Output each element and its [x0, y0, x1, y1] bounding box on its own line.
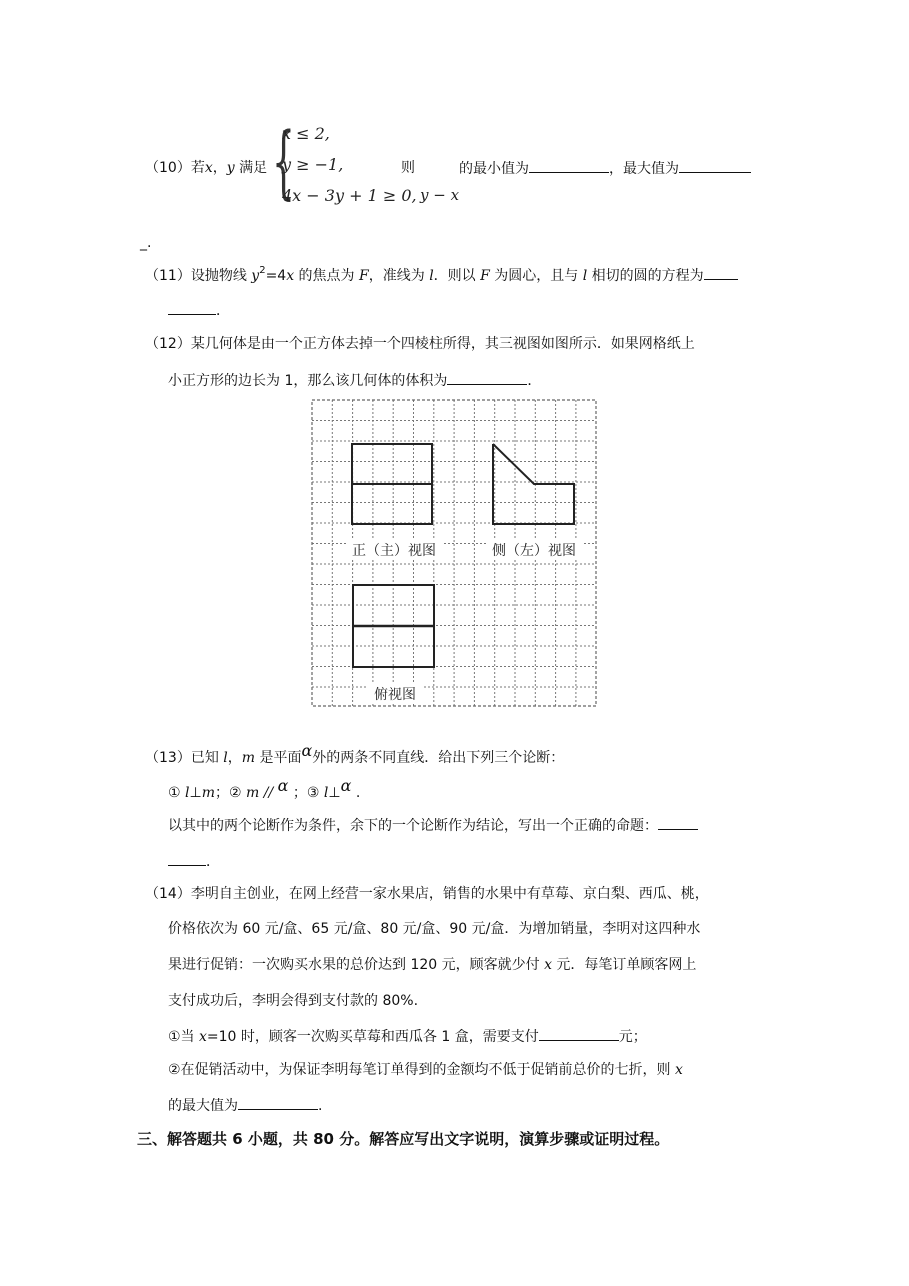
var-m: m	[246, 785, 260, 801]
stmt-end: .	[351, 785, 361, 801]
q10-text	[145, 158, 267, 178]
var-x: x	[204, 160, 213, 176]
var-l: l	[323, 785, 329, 801]
plane-alpha: α	[340, 776, 352, 795]
q13-c: 是平面	[255, 750, 302, 766]
q14-line6a: ②在促销活动中，为保证李明每笔订单得到的金额均不低于促销前总价的七折，则	[168, 1062, 675, 1078]
q13-b: ，	[227, 750, 242, 766]
exponent: 2	[259, 265, 266, 276]
var-x: x	[286, 268, 295, 284]
q14-line5c: 元；	[618, 1029, 647, 1045]
q11-e: ．则以	[433, 268, 481, 284]
plane-alpha: α	[301, 741, 313, 760]
q10-ze: 则	[401, 160, 415, 176]
q11-a: （11）设抛物线	[145, 268, 252, 284]
answer-blank-q13a[interactable]	[658, 815, 698, 830]
answer-blank-q14b[interactable]	[238, 1095, 318, 1110]
answer-blank-q12[interactable]	[447, 370, 527, 385]
q14-line1: （14）李明自主创业，在网上经营一家水果店，销售的水果中有草莓、京白梨、西瓜、桃，	[145, 886, 709, 902]
var-y: y	[251, 268, 260, 284]
q14-line2: 价格依次为 60 元/盒、65 元/盒、80 元/盒、90 元/盒．为增加销量，李明对这四种水	[168, 921, 701, 937]
perp-symbol: ⊥	[189, 785, 202, 801]
side-view-label: 侧（左）视图	[492, 543, 576, 559]
q14-line3b: 元．每笔订单顾客网上	[551, 957, 697, 973]
q11-b: =4	[265, 268, 287, 284]
q14-line5b: =10 时，顾客一次购买草莓和西瓜各 1 盒，需要支付	[206, 1029, 539, 1045]
answer-blank-q11a[interactable]	[704, 265, 738, 280]
q13-line4	[168, 851, 220, 872]
constraint-1: x ≤ 2,	[282, 124, 330, 143]
q13-d: 外的两条不同直线．给出下列三个论断：	[312, 750, 565, 766]
q13-a: （13）已知	[145, 750, 224, 766]
q14-line7a: 的最大值为	[168, 1098, 238, 1114]
three-view-figure	[310, 398, 600, 710]
q14-line4: 支付成功后，李明会得到支付款的 80%.	[168, 993, 419, 1009]
q14-line7	[168, 1095, 322, 1116]
q11-c: 的焦点为	[294, 268, 360, 284]
front-view	[352, 444, 432, 524]
q13-line3-text: 以其中的两个论断作为条件，余下的一个论断作为结论，写出一个正确的命题：	[168, 818, 658, 834]
var-y: y	[226, 160, 235, 176]
answer-blank-max[interactable]	[679, 158, 751, 173]
q14-line5	[168, 1026, 647, 1047]
stmt2-num: ；②	[214, 785, 246, 801]
system-brace: {	[271, 115, 295, 208]
q14-line7b: .	[318, 1098, 323, 1114]
var-l: l	[582, 268, 588, 284]
q11-line2	[168, 300, 230, 321]
q10-prefix: （10）若	[145, 160, 205, 176]
q13-statements	[168, 776, 361, 803]
q13-line1	[145, 741, 565, 768]
constraint-2: y ≥ −1,	[282, 155, 344, 174]
stmt3-num: ；③	[288, 785, 324, 801]
q13-line3	[168, 815, 698, 836]
side-view	[493, 444, 574, 524]
var-l: l	[223, 750, 228, 766]
q11-d: ，准线为	[368, 268, 430, 284]
perp-symbol: ⊥	[328, 785, 341, 801]
q10-minmax	[459, 158, 751, 179]
constraint-3: 4x − 3y + 1 ≥ 0,	[282, 186, 417, 205]
q12-line1: （12）某几何体是由一个正方体去掉一个四棱柱所得，其三视图如图所示．如果网格纸上	[145, 336, 695, 352]
q10-max-text: ，最大值为	[609, 161, 679, 177]
var-x: x	[544, 957, 552, 973]
q14-line5a: ①当	[168, 1029, 200, 1045]
q10-tail: _.	[140, 235, 152, 251]
q14-line3a: 果进行促销：一次购买水果的总价达到 120 元，顾客就少付	[168, 957, 545, 973]
section-heading: 三、解答题共 6 小题，共 80 分。解答应写出文字说明，演算步骤或证明过程。	[137, 1130, 670, 1148]
answer-blank-q13b[interactable]	[168, 851, 206, 866]
var-m: m	[241, 750, 256, 766]
var-F: F	[359, 268, 369, 284]
q13-end: ．	[206, 854, 220, 870]
q10-satisfy: 满足	[234, 160, 268, 176]
q11-line1	[145, 265, 738, 288]
plane-alpha: α	[277, 776, 289, 795]
q12-line2	[168, 370, 541, 391]
q12-end: ．	[527, 373, 542, 389]
stmt1-num: ①	[168, 785, 186, 801]
parallel-symbol: //	[259, 785, 278, 801]
q12-line2-text: 小正方形的边长为 1，那么该几何体的体积为	[168, 373, 448, 389]
objective-expr: y − x	[420, 186, 460, 204]
answer-blank-min[interactable]	[529, 158, 609, 173]
var-l: l	[429, 268, 434, 284]
q14-line6	[168, 1060, 683, 1080]
top-view-label: 俯视图	[374, 687, 416, 703]
q10-sep: ，	[212, 160, 227, 176]
q11-g: 相切的圆的方程为	[587, 268, 704, 284]
front-view-label: 正（主）视图	[352, 543, 436, 559]
q11-end: ．	[216, 303, 230, 319]
q14-line3	[168, 955, 696, 975]
answer-blank-q14a[interactable]	[539, 1026, 619, 1041]
q10-min-text: 的最小值为	[459, 161, 529, 177]
q11-f: 为圆心，且与	[489, 268, 583, 284]
answer-blank-q11b[interactable]	[168, 300, 216, 315]
var-x: x	[675, 1062, 683, 1078]
var-F: F	[480, 268, 490, 284]
var-l: l	[185, 785, 190, 801]
var-m: m	[201, 785, 215, 801]
var-x: x	[199, 1029, 207, 1045]
